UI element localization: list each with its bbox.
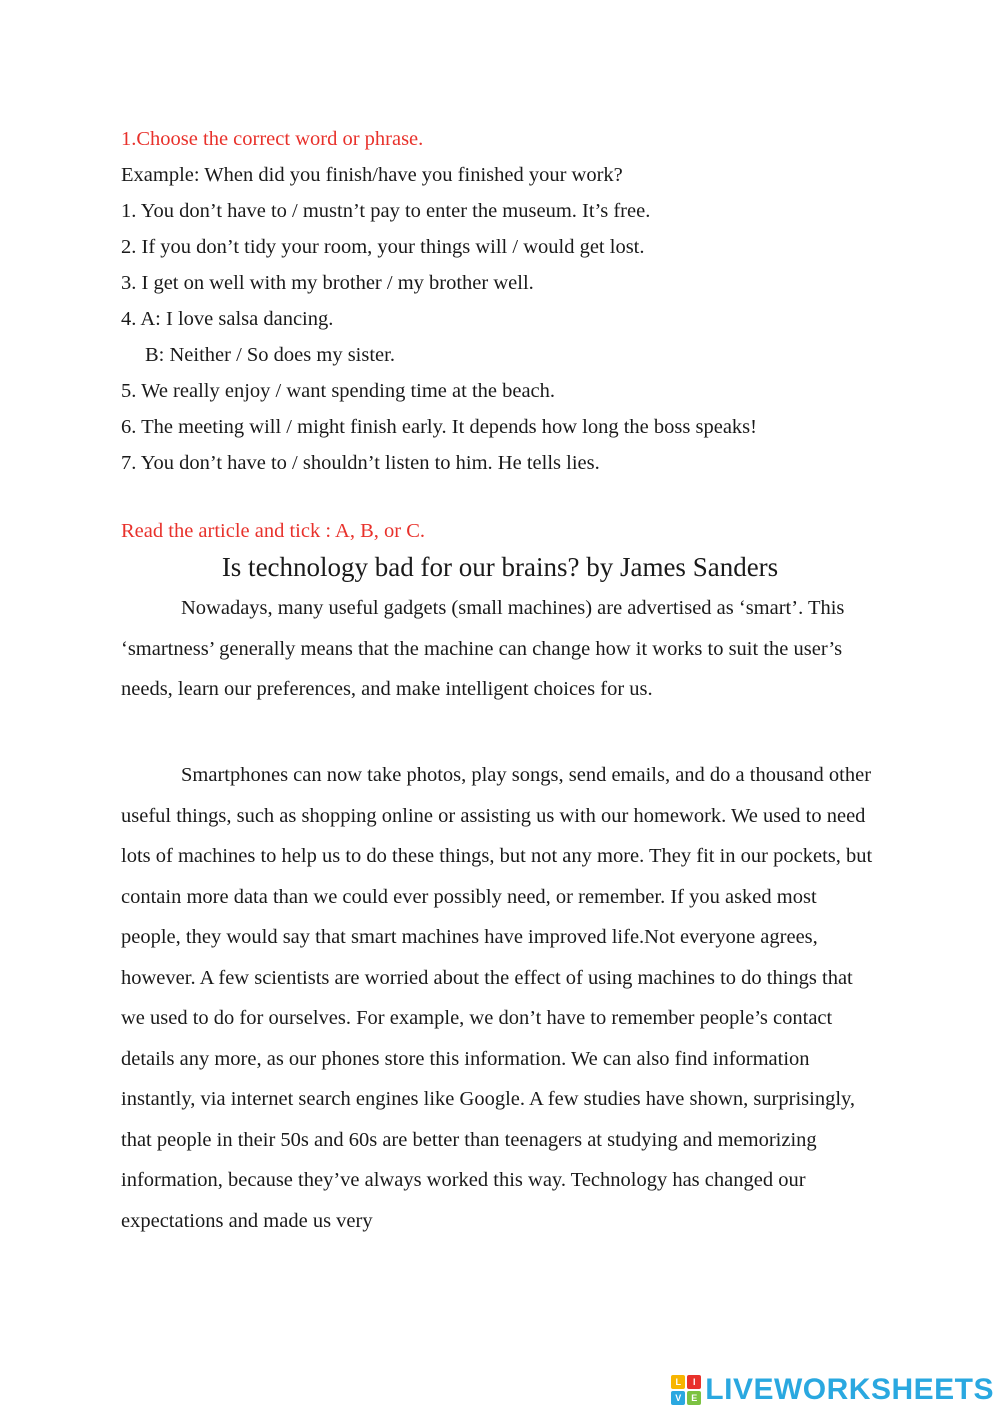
logo-mark-letter: V [671, 1391, 685, 1405]
exercise-item-1: 1. You don’t have to / mustn’t pay to enter the museum. It’s free. [121, 200, 651, 222]
article-title: Is technology bad for our brains? by James Sanders [221, 552, 779, 582]
exercise-item-5: 5. We really enjoy / want spending time at the beach. [121, 380, 556, 402]
logo-text: LIVEWORKSHEETS [705, 1373, 994, 1406]
section1-heading: 1.Choose the correct word or phrase. [121, 128, 424, 150]
article-paragraph-1: Nowadays, many useful gadgets (small machines) are advertised as ‘smart’. This ‘smartness’ generally means that the machine can change how it works to suit the user’s needs, learn our preferences, and make intelligent choices for us. [121, 597, 845, 700]
example-sentence: Example: When did you finish/have you finished your work? [121, 164, 623, 186]
exercise-item-4a: 4. A: I love salsa dancing. [121, 308, 334, 330]
article-paragraph-2: Smartphones can now take photos, play songs, send emails, and do a thousand other useful things, such as shopping online or assisting us with our homework. We used to need lots of machines to help us to do these things, but not any more. They fit in our pockets, but contain more data than we could ever possibly need, or remember. If you asked most people, they would say that smart machines have improved life.Not everyone agrees, however. A few scientists are worried about the effect of using machines to do things that we used to do for ourselves. For example, we don’t have to remember people’s contact details any more, as our phones store this information. We can also find information instantly, via internet search engines like Google. A few studies have shown, surprisingly, that people in their 50s and 60s are better than teenagers at studying and memorizing information, because they’ve always worked this way. Technology has changed our expectations and made us very [121, 764, 873, 1232]
liveworksheets-logo [671, 1373, 994, 1407]
exercise-item-6: 6. The meeting will / might finish early. It depends how long the boss speaks! [121, 416, 757, 438]
logo-mark-letter: L [671, 1375, 685, 1389]
exercise-item-3: 3. I get on well with my brother / my brother well. [121, 272, 534, 294]
logo-mark-letter: I [687, 1375, 701, 1389]
exercise-item-2: 2. If you don’t tidy your room, your things will / would get lost. [121, 236, 645, 258]
logo-mark-letter: E [687, 1391, 701, 1405]
exercise-item-7: 7. You don’t have to / shouldn’t listen to him. He tells lies. [121, 452, 600, 474]
section2-heading: Read the article and tick : A, B, or C. [121, 520, 426, 542]
logo-mark-icon [671, 1375, 701, 1405]
exercise-item-4b: B: Neither / So does my sister. [145, 344, 395, 366]
